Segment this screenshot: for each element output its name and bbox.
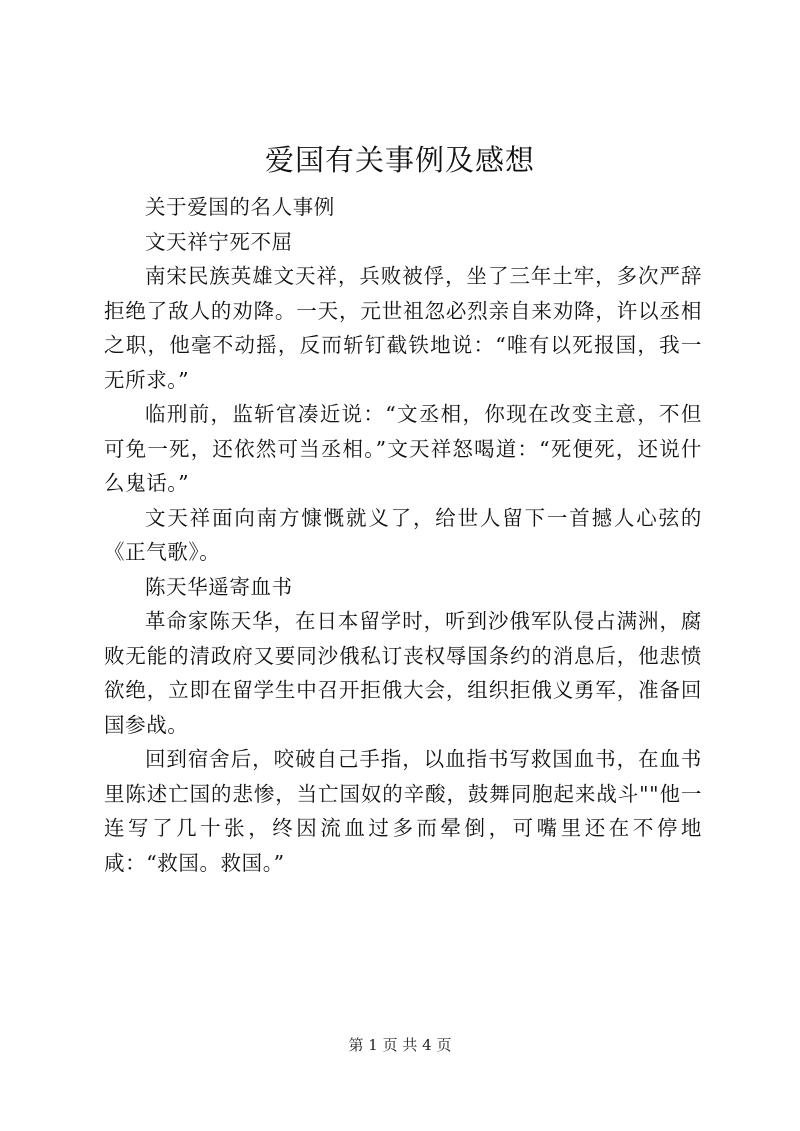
document-title: 爱国有关事例及感想 (264, 143, 535, 177)
body-paragraph: 南宋民族英雄文天祥，兵败被俘，坐了三年土牢，多次严辞拒绝了敌人的劝降。一天，元世祖忽必烈亲自来劝降，许以丞相之职，他毫不动摇，反而斩钉截铁地说：“唯有以死报国，我一无所求。” (104, 264, 702, 392)
page-number-footer: 第 1 页 共 4 页 (348, 1036, 452, 1054)
body-paragraph: 文天祥面向南方慷慨就义了，给世人留下一首撼人心弦的《正气歌》。 (104, 505, 702, 564)
subsection-heading: 文天祥宁死不屈 (145, 229, 293, 254)
body-paragraph: 回到宿舍后，咬破自己手指，以血指书写救国血书，在血书里陈述亡国的悲惨，当亡国奴的辛酸，鼓舞同胞起来战斗""他一连写了几十张，终因流血过多而晕倒，可嘴里还在不停地咸：“救国。救国。” (104, 747, 702, 875)
body-paragraph: 革命家陈天华，在日本留学时，听到沙俄军队侵占满洲，腐败无能的清政府又要同沙俄私订丧权辱国条约的消息后，他悲愤欲绝，立即在留学生中召开拒俄大会，组织拒俄义勇军，准备回国参战。 (104, 609, 702, 737)
subsection-heading: 陈天华遥寄血书 (145, 574, 293, 599)
section-heading: 关于爱国的名人事例 (145, 195, 335, 219)
body-paragraph: 临刑前，监斩官凑近说：“文丞相，你现在改变主意，不但可免一死，还依然可当丞相。”文天祥怒喝道：“死便死，还说什么鬼话。” (104, 402, 702, 495)
document-body (104, 190, 702, 880)
